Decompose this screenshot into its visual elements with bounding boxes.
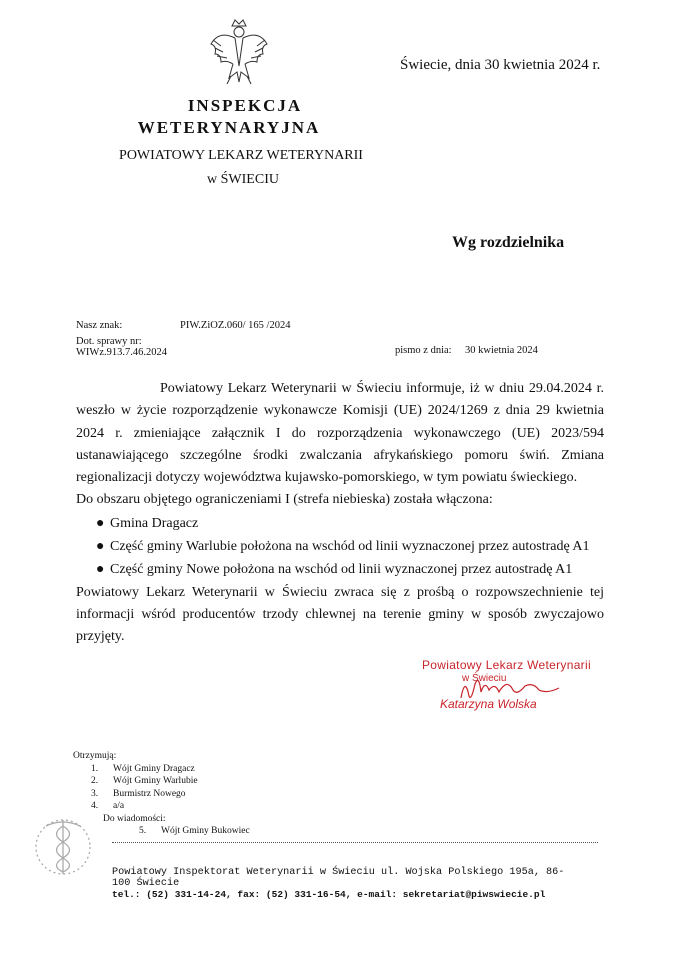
area-list xyxy=(76,513,604,581)
list-item: 4. a/a xyxy=(91,801,125,811)
footer-divider xyxy=(112,842,598,843)
letter-body xyxy=(76,378,604,649)
office-location: w ŚWIECIU xyxy=(207,172,279,187)
stamp-location: w Świeciu xyxy=(462,673,507,684)
list-item: ● Część gminy Nowe położona na wschód od linii wyznaczonej przez autostradę A1 xyxy=(76,559,604,581)
org-name-line2: WETERYNARYJNA xyxy=(137,118,321,137)
case-label: Dot. sprawy nr: xyxy=(76,336,142,347)
document-date: Świecie, dnia 30 kwietnia 2024 r. xyxy=(400,57,601,73)
letter-date-label: pismo z dnia: xyxy=(395,345,452,356)
caduceus-logo-icon xyxy=(32,816,94,878)
list-item: ● Część gminy Warlubie położona na wschód od linii wyznaczonej przez autostradę A1 xyxy=(76,536,604,558)
stamp-signatory: Katarzyna Wolska xyxy=(440,697,537,711)
received-label: Otrzymują: xyxy=(73,751,117,761)
bullet-icon: ● xyxy=(96,515,105,531)
list-item: 2. Wójt Gminy Warlubie xyxy=(91,776,198,786)
bullet-icon: ● xyxy=(96,561,105,577)
letter-date-value: 30 kwietnia 2024 xyxy=(465,345,538,356)
footer-address: Powiatowy Inspektorat Weterynarii w Świeciu ul. Wojska Polskiego 195a, 86-100 Świecie xyxy=(112,867,565,889)
recipient-heading: Wg rozdzielnika xyxy=(452,234,565,251)
list-item: 3. Burmistrz Nowego xyxy=(91,788,186,799)
list-item: 1. Wójt Gminy Dragacz xyxy=(91,763,195,774)
stamp-title: Powiatowy Lekarz Weterynarii xyxy=(422,658,591,672)
paragraph-request: Powiatowy Lekarz Weterynarii w Świeciu zwraca się z prośbą o rozpowszechnienie tej informacji wśród producentów trzody chlewnej na terenie gminy w sposób zwyczajowo przyjęty. xyxy=(76,584,604,645)
list-item: 5. Wójt Gminy Bukowiec xyxy=(139,826,250,836)
info-label: Do wiadomości: xyxy=(103,813,166,824)
our-ref-value: PIW.ZiOZ.060/ 165 /2024 xyxy=(180,320,291,331)
eagle-emblem-icon xyxy=(207,16,271,88)
paragraph-announcement: Powiatowy Lekarz Weterynarii w Świeciu informuje, iż w dniu 29.04.2024 r. weszło w życie rozporządzenie wykonawcze Komisji (UE) 2024/1269 z dnia 29 kwietnia 2024 r. zmieniające załącznik I do rozporządzenia wykonawczego (UE) 2023/594 ustanawiającego szczególne środki zwalczania afrykańskiego pomoru świń. Zmiana regionalizacji dotyczy województwa kujawsko-pomorskiego, w tym powiatu świeckiego. xyxy=(76,381,604,486)
org-name-line1: INSPEKCJA xyxy=(187,96,303,115)
our-ref-label: Nasz znak: xyxy=(76,320,123,331)
office-name: POWIATOWY LEKARZ WETERYNARII xyxy=(119,148,363,163)
list-item: ● Gmina Dragacz xyxy=(76,513,604,535)
case-value: WIWz.913.7.46.2024 xyxy=(76,347,167,358)
paragraph-zone-intro: Do obszaru objętego ograniczeniami I (strefa niebieska) została włączona: xyxy=(76,492,493,508)
footer-contact: tel.: (52) 331-14-24, fax: (52) 331-16-54, e-mail: sekretariat@piwswiecie.pl xyxy=(112,889,546,900)
bullet-icon: ● xyxy=(96,538,105,554)
